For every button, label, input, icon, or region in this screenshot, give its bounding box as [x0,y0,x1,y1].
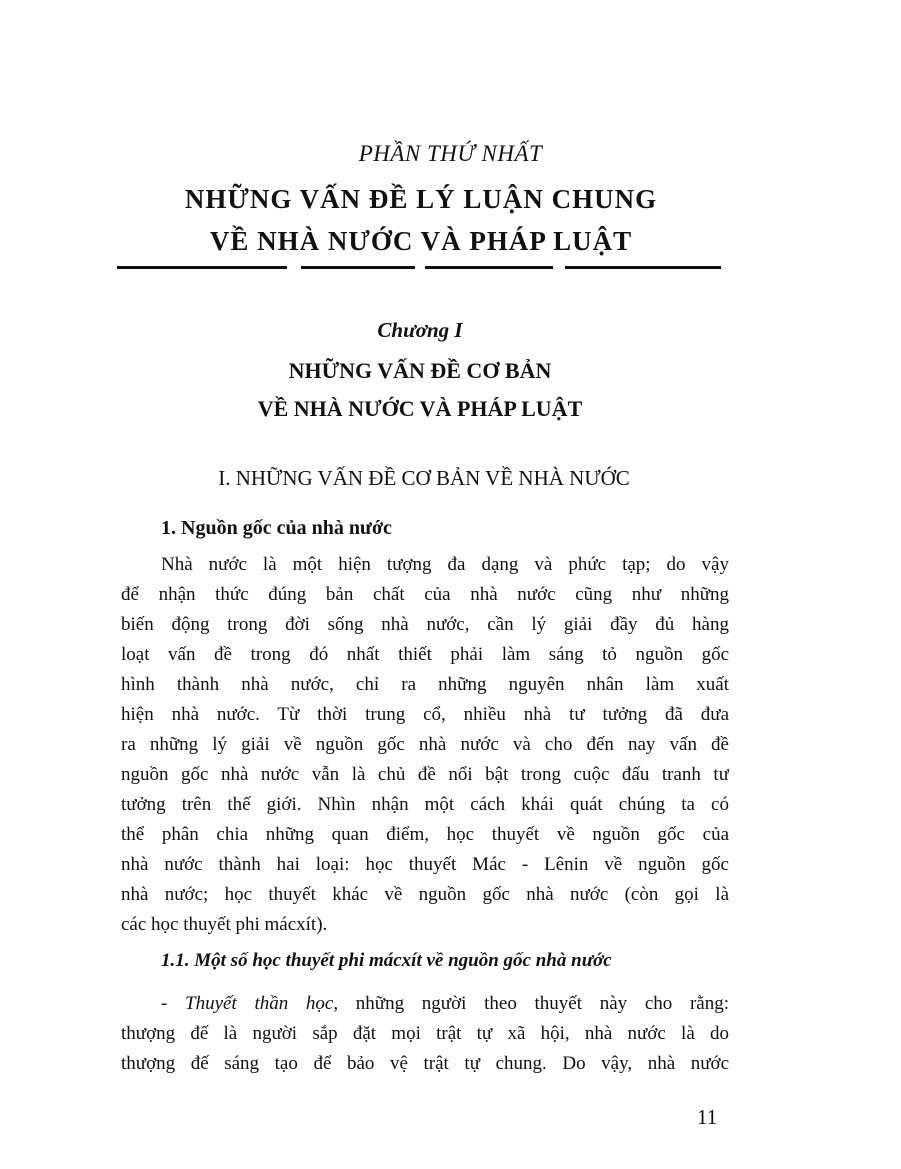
paragraph-line: hình thành nhà nước, chỉ ra những nguyên nhân làm xuất [121,674,729,695]
chapter-title-line-1: NHỮNG VẤN ĐỀ CƠ BẢN [288,358,552,383]
lead-rest: , những người theo thuyết này cho rằng: [333,993,729,1014]
paragraph-line: biến động trong đời sống nhà nước, cần lý giải đầy đủ hàng [121,614,729,635]
paragraph-line [161,990,729,1018]
paragraph-line: để nhận thức đúng bản chất của nhà nước cũng như những [121,584,729,605]
lead-prefix: - [161,993,186,1014]
paragraph-line: tưởng trên thế giới. Nhìn nhận một cách khái quát chúng ta có [121,794,729,815]
section-heading: I. NHỮNG VẤN ĐỀ CƠ BẢN VỀ NHÀ NƯỚC [218,466,630,490]
page-number: 11 [697,1105,718,1129]
paragraph-line: Nhà nước là một hiện tượng đa dạng và phức tạp; do vậy [161,554,729,575]
chapter-label: Chương I [377,318,463,342]
paragraph-line: nguồn gốc nhà nước vẫn là chủ đề nổi bật trong cuộc đấu tranh tư [121,764,729,785]
paragraph-line: loạt vấn đề trong đó nhất thiết phải làm sáng tỏ nguồn gốc [121,644,729,665]
paragraph-line: thượng đế là người sắp đặt mọi trật tự xã hội, nhà nước là do [121,1023,729,1044]
paragraph-line: ra những lý giải về nguồn gốc nhà nước và cho đến nay vấn đề [121,734,729,755]
paragraph-line: thể phân chia những quan điểm, học thuyết về nguồn gốc của [121,824,729,845]
decorative-rule [117,266,721,269]
subsection-heading: 1. Nguồn gốc của nhà nước [161,517,392,539]
part-title-line-2: VỀ NHÀ NƯỚC VÀ PHÁP LUẬT [209,226,633,256]
paragraph-line: thượng đế sáng tạo để bảo vệ trật tự chung. Do vậy, nhà nước [121,1053,729,1074]
chapter-title-line-2: VỀ NHÀ NƯỚC VÀ PHÁP LUẬT [257,396,583,421]
paragraph-line: hiện nhà nước. Từ thời trung cổ, nhiều nhà tư tưởng đã đưa [121,704,729,725]
paragraph-line: nhà nước; học thuyết khác về nguồn gốc nhà nước (còn gọi là [121,884,729,905]
part-title-line-1: NHỮNG VẤN ĐỀ LÝ LUẬN CHUNG [184,184,658,214]
lead-term: Thuyết thần học [185,993,334,1014]
part-label: PHẦN THỨ NHẤT [358,141,543,166]
subsubsection-heading: 1.1. Một số học thuyết phi mácxít về nguồn gốc nhà nước [161,950,612,971]
paragraph-line: các học thuyết phi mácxít). [121,914,328,935]
paragraph-line: nhà nước thành hai loại: học thuyết Mác - Lênin về nguồn gốc [121,854,729,875]
